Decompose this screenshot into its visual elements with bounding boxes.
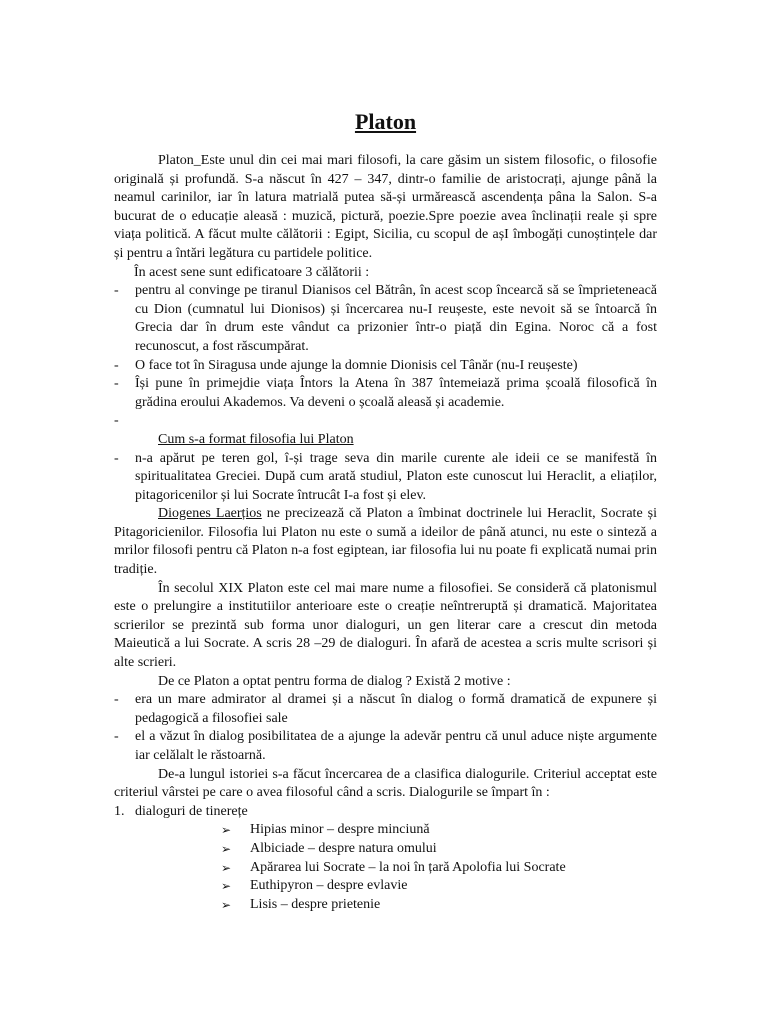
list-item	[221, 840, 657, 859]
dialogue-list	[114, 821, 657, 914]
dialogue-question: De ce Platon a optat pentru forma de dialog ? Există 2 motive :	[158, 673, 511, 689]
list-item-text: era un mare admirator al dramei și a născut în dialog o formă dramatică de expunere și pedagogică a filosofiei sale	[135, 692, 657, 726]
arrow-bullet-icon: ➢	[221, 823, 232, 838]
travels-list	[114, 282, 657, 431]
list-item	[221, 821, 657, 840]
section-heading-text: Cum s-a format filosofia lui Platon	[158, 431, 354, 447]
list-item-text: Își pune în primejdie viața Întors la Atena în 387 întemeiază prima școală filosofică în grădina eroului Akademos. Va deveni o școală aleasă și academie.	[135, 376, 657, 410]
dash-bullet-icon: -	[114, 283, 119, 299]
list-item-text: el a văzut în dialog posibilitatea de a ajunge la adevăr pentru că unul aduce niște argumente iar celălalt le răstoarnă.	[135, 729, 657, 763]
arrow-bullet-icon: ➢	[221, 860, 232, 875]
list-item	[114, 450, 657, 506]
document-page	[114, 108, 657, 914]
dash-bullet-icon: -	[114, 357, 119, 373]
list-item	[221, 896, 657, 915]
classification-paragraph: De-a lungul istoriei s-a făcut încercarea de a clasifica dialogurile. Criteriul acceptat este criteriul vârstei pe care o avea filosoful când a scris. Dialogurile se împart în :	[114, 766, 657, 801]
arrow-bullet-icon: ➢	[221, 841, 232, 856]
dash-bullet-icon: -	[114, 413, 119, 429]
list-item-text: Albiciade – despre natura omului	[250, 840, 437, 856]
dash-bullet-icon: -	[114, 692, 119, 708]
intro-lead: Platon_	[158, 153, 201, 168]
list-item-text: O face tot în Siragusa unde ajunge la domnie Dionisis cel Tânăr (nu-I reușeste)	[135, 357, 578, 373]
diogenes-text: ne precizează că Platon a îmbinat doctrinele lui Heraclit, Socrate și Pitagoricienilor. Filosofia lui Platon nu este o sumă a ideilor de până atunci, nu este o sinteză a mrilor filosofi pentru că Platon n-a fost egiptean, iar filosofia lui nu poate fi explicată numai prin tradiție.	[114, 506, 658, 578]
dash-bullet-icon: -	[114, 729, 119, 745]
travels-intro: În acest sene sunt edificatoare 3 călătorii :	[134, 264, 370, 280]
intro-text: Este unul din cei mai mari filosofi, la care găsim un sistem filosofic, o filosofie originală și profundă. S-a născut în 427 – 347, dintr-o familie de aristocrați, ajunge până la neamul carinilor, iar în latura matrială putea să-și urmărească ascendența pâna la Salon. S-a bucurat de o educație aleasă : muzică, pictură, poezie.Spre poezie avea înclinații reale și spre viața politică. A făcut multe călătorii : Egipt, Sicilia, cu scopul de așI îmbogăți cunoștințele dar și pentru a întări legătura cu partidele politice.	[114, 153, 657, 261]
list-number: 1.	[114, 803, 125, 819]
numbered-item	[114, 803, 657, 822]
reasons-list	[114, 691, 657, 765]
dash-bullet-icon: -	[114, 450, 119, 466]
list-item	[221, 877, 657, 896]
arrow-bullet-icon: ➢	[221, 897, 232, 912]
diogenes-paragraph	[114, 505, 657, 579]
list-item-text: Hipias minor – despre minciună	[250, 822, 430, 838]
intro-paragraph	[114, 152, 657, 264]
arrow-bullet-icon: ➢	[221, 879, 232, 894]
dash-bullet-icon: -	[114, 376, 119, 392]
nineteenth-century-paragraph: În secolul XIX Platon este cel mai mare nume a filosofiei. Se consideră că platonismul este o prelungire a institutiilor anterioare este o creație neîntreruptă și dramatică. Majoritatea scrierilor se prezintă sub forma unor dialoguri, un gen literar care a crescut din metoda Maieutică a lui Socrate. A scris 28 –29 de dialoguri. În afară de acestea a scris multe scrisori și alte scrieri.	[114, 580, 657, 671]
formation-list	[114, 450, 657, 506]
list-item	[114, 375, 657, 412]
list-item	[114, 412, 657, 431]
list-item-text: Euthipyron – despre evlavie	[250, 878, 408, 894]
section-heading	[114, 431, 657, 450]
diogenes-name: Diogenes Laerțios	[158, 506, 262, 522]
list-item	[221, 859, 657, 878]
page-title: Platon	[354, 109, 417, 134]
list-item	[114, 282, 657, 356]
list-item-text: n-a apărut pe teren gol, î-și trage seva din marile curente ale ideii ce se manifestă în spiritualitatea Greciei. După cum arată studiul, Platon este cunoscut lui Heraclit, a eliaților, pitagoricenilor și lui Socrate întrucât I-a fost și elev.	[135, 450, 657, 503]
list-item	[114, 728, 657, 765]
list-item-text: Apărarea lui Socrate – la noi în țară Apolofia lui Socrate	[250, 859, 566, 875]
list-item-text: Lisis – despre prietenie	[250, 896, 381, 912]
numbered-item-label: dialoguri de tinerețe	[135, 803, 248, 819]
list-item	[114, 691, 657, 728]
list-item	[114, 357, 657, 376]
list-item-text: pentru al convinge pe tiranul Dianisos cel Bătrân, în acest scop încearcă să se împrieteneacă cu Dion (cumnatul lui Dionisos) și încercarea nu-I reușeste, este nevoit să se întoarcă în Grecia dar în drum este vândut ca prizonier într-o piață din Egina. Noroc că a fost recunoscut, a fost răscumpărat.	[135, 283, 657, 354]
